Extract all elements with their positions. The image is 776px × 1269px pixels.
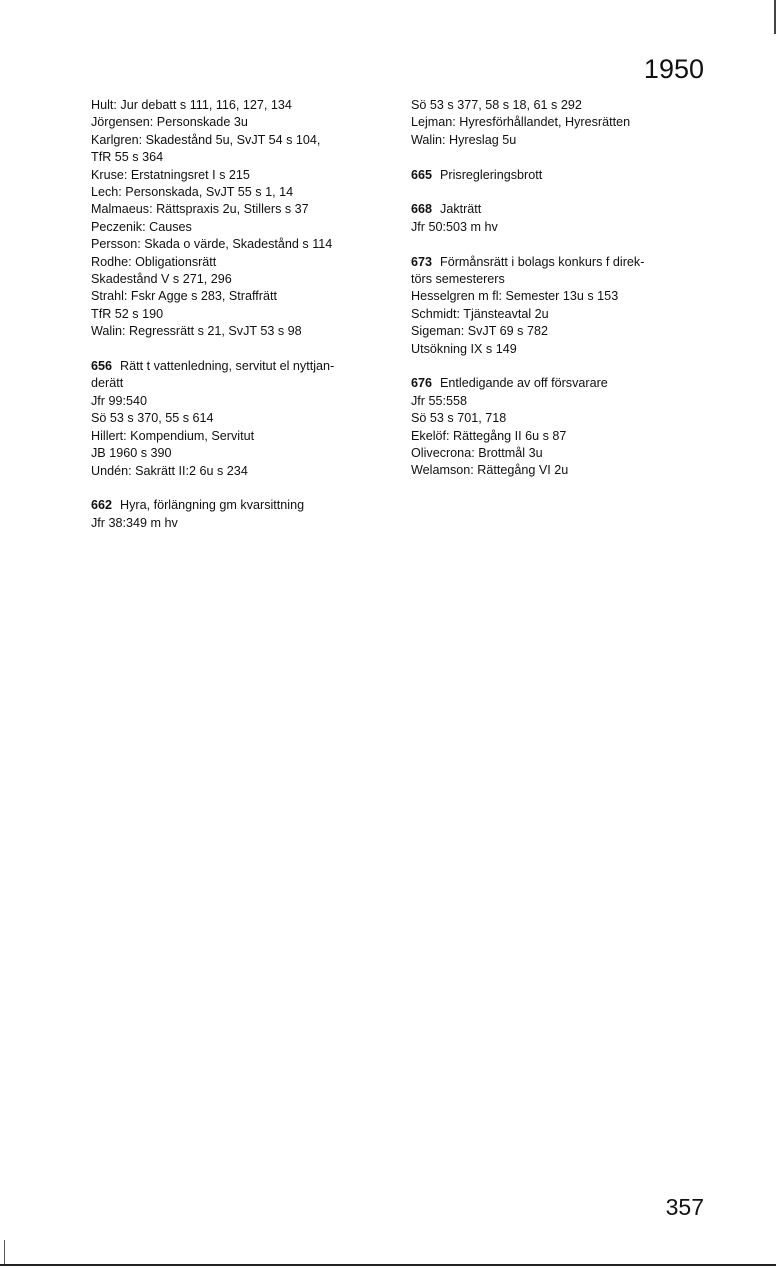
entry-line (91, 393, 391, 410)
entry-text: Peczenik: Causes (91, 219, 192, 234)
page-year-heading: 1950 (643, 54, 704, 84)
entry-line (91, 201, 391, 218)
entry-text: törs semesterers (411, 272, 505, 287)
entry-text: Hult: Jur debatt s 111, 116, 127, 134 (91, 98, 292, 112)
index-entry (411, 97, 711, 149)
index-entry (91, 497, 391, 532)
entry-text: Undén: Sakrätt II:2 6u s 234 (91, 463, 248, 478)
entry-line (411, 462, 711, 479)
entry-line (91, 428, 391, 445)
entry-number: 662 (91, 498, 113, 513)
entry-line (411, 306, 711, 323)
entry-number: 665 (411, 167, 433, 182)
entry-text: Karlgren: Skadestånd 5u, SvJT 54 s 104, (91, 132, 321, 147)
entry-text: Hillert: Kompendium, Servitut (91, 428, 255, 443)
entry-line (91, 306, 391, 323)
entry-line (411, 114, 711, 131)
page-bottom-rule (0, 1264, 776, 1266)
entry-line (91, 219, 391, 236)
entry-text: Entledigande av off försvarare (440, 376, 608, 391)
entry-text: Jfr 50:503 m hv (411, 219, 498, 234)
entry-text: Jakträtt (440, 202, 482, 217)
entry-text: Strahl: Fskr Agge s 283, Straffrätt (91, 289, 277, 304)
index-entry (91, 97, 391, 341)
left-column (91, 97, 391, 532)
entry-line (91, 97, 391, 114)
entry-text: Malmaeus: Rättspraxis 2u, Stillers s 37 (91, 202, 309, 217)
entry-line (411, 271, 711, 288)
index-entry (411, 254, 711, 358)
entry-line (91, 236, 391, 253)
entry-text: Ekelöf: Rättegång II 6u s 87 (411, 428, 567, 443)
entry-line (411, 167, 711, 184)
entry-line (91, 463, 391, 480)
entry-text: Jfr 55:558 (411, 393, 468, 408)
index-entry (411, 167, 711, 184)
entry-line (91, 410, 391, 427)
entry-text: Sö 53 s 701, 718 (411, 411, 507, 426)
entry-text: Kruse: Erstatningsret I s 215 (91, 167, 250, 182)
entry-line (91, 254, 391, 271)
entry-text: Olivecrona: Brottmål 3u (411, 446, 543, 461)
entry-line (91, 114, 391, 131)
entry-line (411, 410, 711, 427)
entry-number: 656 (91, 359, 113, 374)
entry-line (411, 288, 711, 305)
entry-number: 676 (411, 376, 433, 391)
entry-line (411, 375, 711, 392)
index-entry (91, 358, 391, 480)
entry-line (91, 149, 391, 166)
entry-line (411, 219, 711, 236)
entry-text: derätt (91, 376, 124, 391)
entry-text: Sigeman: SvJT 69 s 782 (411, 324, 548, 339)
index-entry (411, 201, 711, 236)
page-edge-mark-left (4, 1240, 5, 1264)
entry-text: Welamson: Rättegång VI 2u (411, 463, 569, 478)
entry-text: Sö 53 s 377, 58 s 18, 61 s 292 (411, 98, 582, 112)
entry-line (91, 271, 391, 288)
entry-text: Utsökning IX s 149 (411, 341, 517, 356)
entry-text: Jfr 38:349 m hv (91, 515, 178, 530)
entry-text: Walin: Regressrätt s 21, SvJT 53 s 98 (91, 324, 302, 339)
entry-line (411, 97, 711, 114)
entry-text: Förmånsrätt i bolags konkurs f direk- (440, 254, 645, 269)
entry-line (91, 515, 391, 532)
entry-line (411, 341, 711, 358)
entry-text: Persson: Skada o värde, Skadestånd s 114 (91, 237, 333, 252)
entry-text: Schmidt: Tjänsteavtal 2u (411, 306, 549, 321)
entry-line (91, 323, 391, 340)
entry-line (91, 375, 391, 392)
entry-line (411, 132, 711, 149)
entry-number: 668 (411, 202, 433, 217)
entry-text: Walin: Hyreslag 5u (411, 132, 517, 147)
entry-text: Lech: Personskada, SvJT 55 s 1, 14 (91, 185, 294, 200)
entry-line (411, 323, 711, 340)
entry-line (411, 445, 711, 462)
entry-text: Prisregleringsbrott (440, 167, 543, 182)
entry-line (91, 132, 391, 149)
entry-text: Sö 53 s 370, 55 s 614 (91, 411, 214, 426)
entry-line (411, 201, 711, 218)
entry-line (91, 497, 391, 514)
entry-text: Skadestånd V s 271, 296 (91, 272, 232, 287)
entry-text: JB 1960 s 390 (91, 446, 172, 461)
entry-text: Jfr 99:540 (91, 393, 148, 408)
entry-line (91, 445, 391, 462)
entry-line (91, 288, 391, 305)
page-number: 357 (665, 1194, 704, 1220)
entry-text: Lejman: Hyresförhållandet, Hyresrätten (411, 115, 631, 130)
entry-text: Jörgensen: Personskade 3u (91, 115, 248, 130)
entry-text: TfR 55 s 364 (91, 150, 164, 165)
entry-line (91, 358, 391, 375)
entry-line (91, 167, 391, 184)
entry-line (411, 393, 711, 410)
entry-text: TfR 52 s 190 (91, 306, 164, 321)
entry-text: Hesselgren m fl: Semester 13u s 153 (411, 289, 619, 304)
right-column (411, 97, 711, 480)
index-entry (411, 375, 711, 479)
entry-number: 673 (411, 254, 433, 269)
entry-text: Rätt t vattenledning, servitut el nyttjan- (120, 359, 335, 374)
entry-line (411, 428, 711, 445)
entry-text: Rodhe: Obligationsrätt (91, 254, 217, 269)
entry-line (411, 254, 711, 271)
entry-line (91, 184, 391, 201)
entry-text: Hyra, förlängning gm kvarsittning (120, 498, 305, 513)
